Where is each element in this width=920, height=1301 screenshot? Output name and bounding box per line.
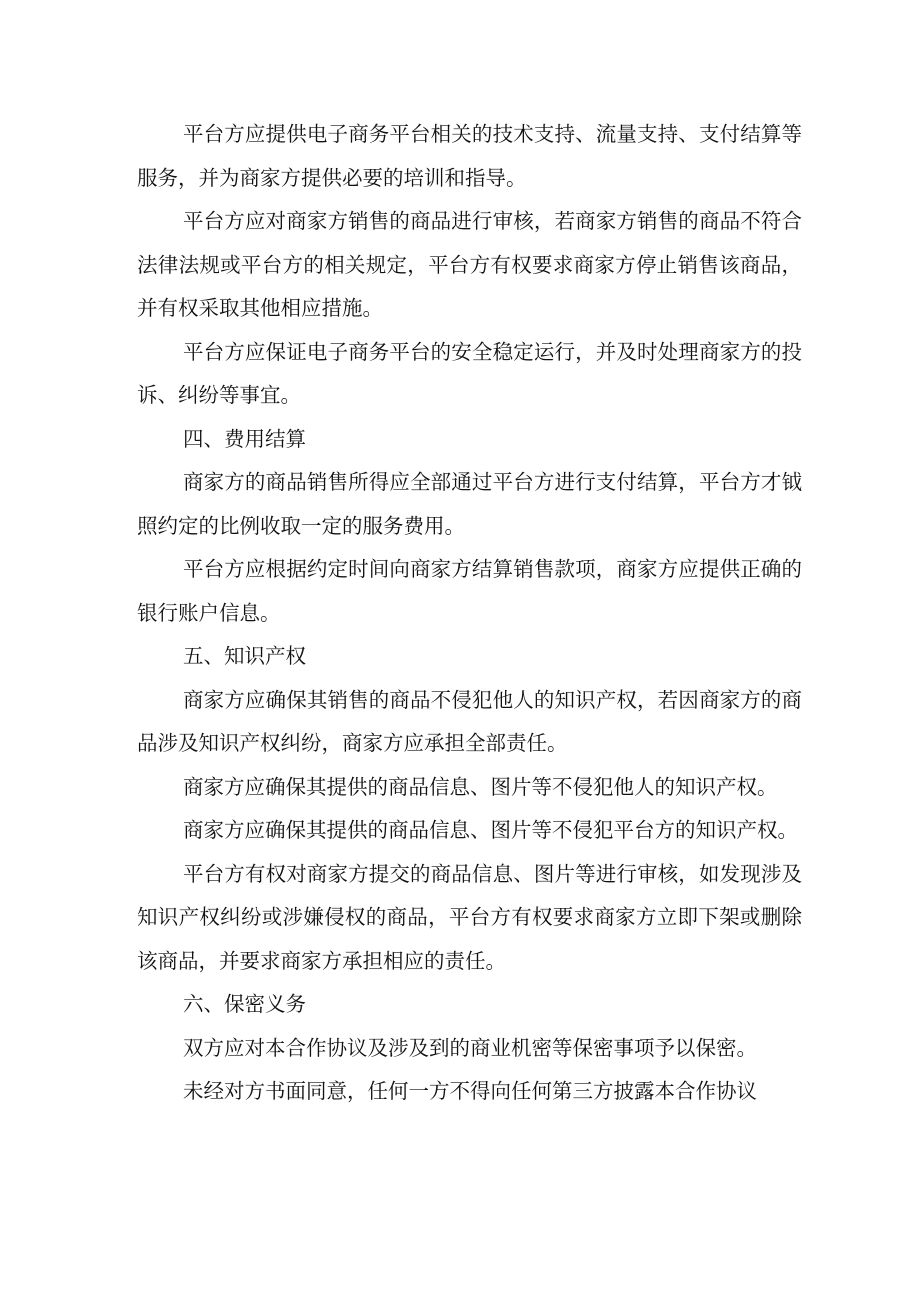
section-heading-fee-settlement: 四、费用结算 (183, 426, 306, 451)
paragraph-ip-others: 商家方应确保其提供的商品信息、图片等不侵犯他人的知识产权。 (183, 774, 778, 799)
paragraph-ip-review: 平台方有权对商家方提交的商品信息、图片等进行审核，如发现涉及知识产权纠纷或涉嫌侵权的商品，平台方有权要求商家方立即下架或删除该商品，并要求商家方承担相应的责任。 (137, 861, 802, 973)
paragraph-platform-services: 平台方应提供电子商务平台相关的技术支持、流量支持、支付结算等服务，并为商家方提供必要的培训和指导。 (137, 122, 802, 190)
paragraph-payment-settlement: 商家方的商品销售所得应全部通过平台方进行支付结算，平台方才钺照约定的比例收取一定的服务费用。 (137, 470, 802, 538)
paragraph-disclosure: 未经对方书面同意，任何一方不得向任何第三方披露本合作协议 (183, 1079, 757, 1103)
section-heading-intellectual-property: 五、知识产权 (183, 644, 306, 668)
paragraph-ip-responsibility: 商家方应确保其销售的商品不侵犯他人的知识产权，若因商家方的商品涉及知识产权纠纷，商家方应承担全部责任。 (137, 687, 802, 755)
paragraph-bank-account: 平台方应根据约定时间向商家方结算销售款项，商家方应提供正确的银行账户信息。 (137, 557, 802, 625)
paragraph-product-review: 平台方应对商家方销售的商品进行审核，若商家方销售的商品不符合法律法规或平台方的相关规定，平台方有权要求商家方停止销售该商品，并有权采取其他相应措施。 (137, 209, 802, 320)
paragraph-ip-platform: 商家方应确保其提供的商品信息、图片等不侵犯平台方的知识产权。 (183, 818, 798, 842)
paragraph-confidentiality: 双方应对本合作协议及涉及到的商业机密等保密事项予以保密。 (183, 1035, 757, 1060)
paragraph-platform-security: 平台方应保证电子商务平台的安全稳定运行，并及时处理商家方的投诉、纠纷等事宜。 (137, 339, 802, 407)
document-body (137, 113, 802, 1114)
section-heading-confidentiality: 六、保密义务 (183, 992, 306, 1016)
